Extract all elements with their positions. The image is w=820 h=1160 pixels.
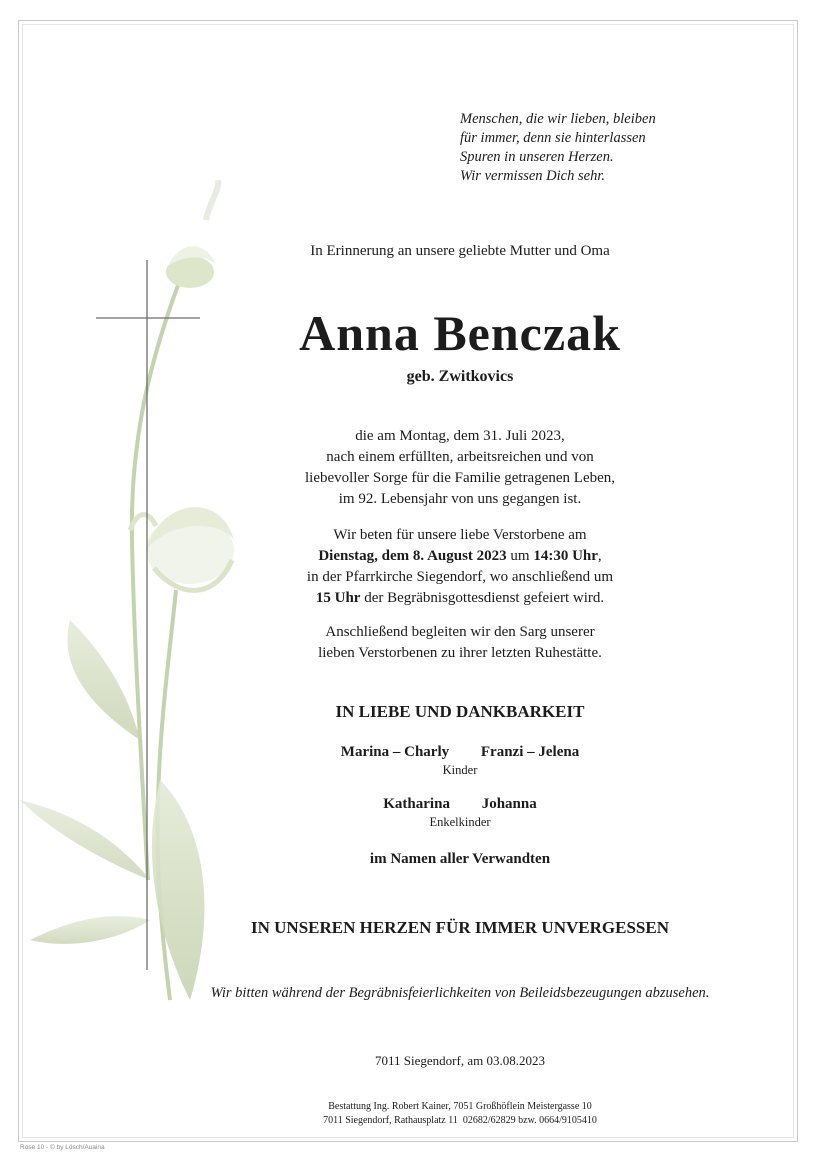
grandchildren-names: [180, 796, 740, 813]
notice-line: liebevoller Sorge für die Familie getragenen Leben,: [304, 470, 616, 486]
notice-line: nach einem erfüllten, arbeitsreichen und von: [326, 449, 594, 465]
child-name: Marina – Charly: [340, 744, 450, 760]
notice-line: die am Montag, dem 31. Juli 2023,: [355, 428, 565, 444]
quote-line: Wir vermissen Dich sehr.: [460, 168, 605, 184]
undertaker-info: [180, 1100, 740, 1128]
quote-line: für immer, denn sie hinterlassen: [460, 130, 646, 146]
place-and-date: 7011 Siegendorf, am 03.08.2023: [375, 1053, 545, 1068]
service-comma: ,: [597, 548, 602, 564]
grandchildren-label: Enkelkinder: [429, 815, 491, 829]
notice-line: im 92. Lebensjahr von uns gegangen ist.: [338, 491, 582, 507]
mass-text: der Begräbnisgottesdienst gefeiert wird.: [360, 590, 605, 606]
service-connector: um: [506, 548, 534, 564]
condolence-note: Wir bitten während der Begräbnisfeierlichkeiten von Beileidsbezeugungen abzusehen.: [210, 985, 710, 1001]
grandchild-name: Katharina: [383, 796, 450, 812]
burial-line: Anschließend begleiten wir den Sarg unserer: [325, 624, 595, 640]
service-details: [180, 525, 740, 609]
service-time: 14:30 Uhr: [533, 548, 598, 564]
death-notice: [180, 426, 740, 510]
child-name: Franzi – Jelena: [480, 744, 580, 760]
service-line: [180, 588, 740, 609]
quote-line: Menschen, die wir lieben, bleiben: [460, 111, 656, 127]
flower-bud: [166, 180, 218, 288]
intro-line: In Erinnerung an unsere geliebte Mutter und Oma: [310, 243, 610, 259]
undertaker-line: Bestattung Ing. Robert Kainer, 7051 Großhöflein Meistergasse 10: [328, 1101, 592, 1112]
children-names: [180, 744, 740, 761]
children-label: Kinder: [442, 763, 478, 777]
forever-heading: IN UNSEREN HERZEN FÜR IMMER UNVERGESSEN: [251, 918, 669, 937]
burial-details: [180, 622, 740, 664]
deceased-name: Anna Benczak: [299, 305, 621, 361]
relatives-line: im Namen aller Verwandten: [369, 851, 551, 867]
image-credit: Rose 10 - © by Lösch/Auaina: [20, 1144, 105, 1151]
mass-time: 15 Uhr: [315, 590, 361, 606]
quote-line: Spuren in unseren Herzen.: [460, 149, 614, 165]
grandchild-name: Johanna: [481, 796, 537, 812]
service-line: Wir beten für unsere liebe Verstorbene am: [333, 527, 587, 543]
undertaker-line: 7011 Siegendorf, Rathausplatz 11 02682/62829 bzw. 0664/9105410: [323, 1115, 597, 1126]
memorial-quote: [460, 110, 780, 186]
service-date: Dienstag, dem 8. August 2023: [318, 548, 507, 564]
mourners-heading: IN LIEBE UND DANKBARKEIT: [335, 702, 585, 721]
burial-line: lieben Verstorbenen zu ihrer letzten Ruhestätte.: [318, 645, 602, 661]
birth-name: geb. Zwitkovics: [406, 368, 514, 385]
service-line: in der Pfarrkirche Siegendorf, wo anschließend um: [306, 569, 614, 585]
service-line: [180, 546, 740, 567]
